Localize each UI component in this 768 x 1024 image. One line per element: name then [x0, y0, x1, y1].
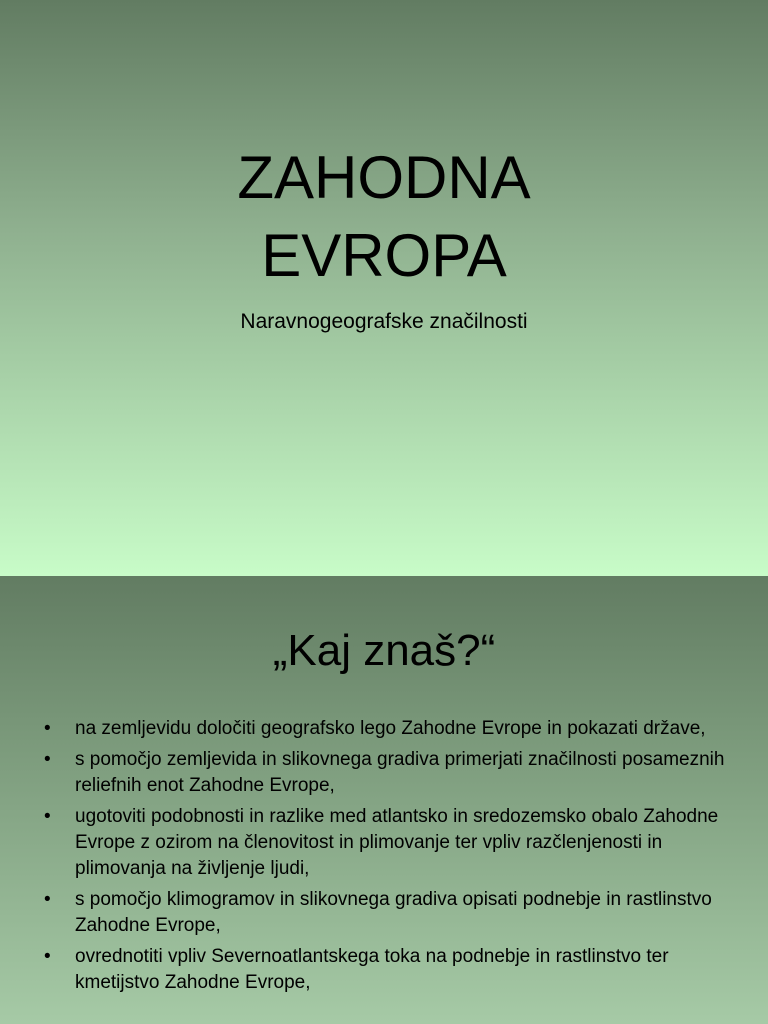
- list-item: [40, 944, 730, 996]
- list-item: [40, 716, 730, 742]
- bullet-icon: •: [44, 806, 51, 827]
- list-item-text: na zemljevidu določiti geografsko lego Zahodne Evrope in pokazati države,: [75, 718, 706, 739]
- list-item-text: ovrednotiti vpliv Severnoatlantskega toka na podnebje in rastlinstvo ter kmetijstvo Zahodne Evrope,: [75, 946, 669, 993]
- list-item: [40, 804, 730, 882]
- list-item: [40, 887, 730, 939]
- objectives-slide: [0, 576, 768, 1024]
- objectives-list: [40, 716, 730, 1001]
- bullet-icon: •: [44, 718, 51, 739]
- slide-title-line-2: EVROPA: [261, 222, 507, 289]
- bullet-icon: •: [44, 946, 51, 967]
- list-item-text: ugotoviti podobnosti in razlike med atlantsko in sredozemsko obalo Zahodne Evrope z ozirom na členovitost in plimovanje ter vpliv razčlenjenosti in plimovanja na življenje ljudi,: [75, 806, 719, 879]
- slide-2-title: „Kaj znaš?“: [272, 626, 496, 675]
- list-item-text: s pomočjo zemljevida in slikovnega gradiva primerjati značilnosti posameznih reliefnih enot Zahodne Evrope,: [75, 749, 725, 796]
- bullet-icon: •: [44, 749, 51, 770]
- list-item-text: s pomočjo klimogramov in slikovnega gradiva opisati podnebje in rastlinstvo Zahodne Evrope,: [75, 889, 712, 936]
- list-item: [40, 747, 730, 799]
- slide-title-line-1: ZAHODNA: [237, 144, 531, 211]
- bullet-icon: •: [44, 889, 51, 910]
- slide-subtitle: Naravnogeografske značilnosti: [240, 310, 528, 333]
